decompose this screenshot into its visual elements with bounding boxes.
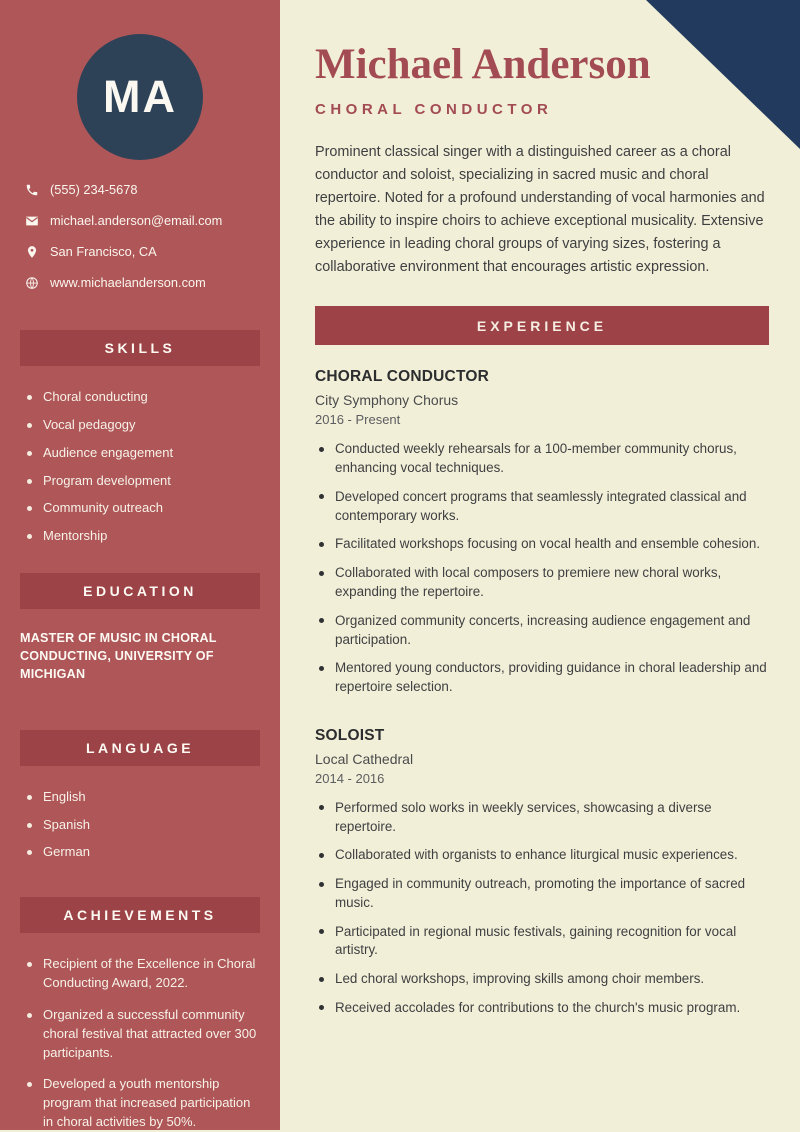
skills-list bbox=[26, 388, 260, 546]
person-job-title: CHORAL CONDUCTOR bbox=[315, 101, 553, 119]
location-icon bbox=[25, 245, 39, 259]
experience-bullet: Participated in regional music festivals, gaining recognition for vocal artistry. bbox=[315, 923, 769, 961]
contact-email bbox=[25, 213, 262, 228]
skill-item: Audience engagement bbox=[26, 444, 260, 463]
language-item: German bbox=[26, 843, 260, 862]
skill-item: Community outreach bbox=[26, 499, 260, 518]
experience-bullet: Collaborated with organists to enhance liturgical music experiences. bbox=[315, 846, 769, 865]
skill-item: Mentorship bbox=[26, 527, 260, 546]
achievements-section-header bbox=[20, 897, 260, 933]
sidebar bbox=[0, 0, 280, 1130]
person-name: Michael Anderson bbox=[315, 41, 651, 88]
skill-item: Program development bbox=[26, 472, 260, 491]
achievements-title: ACHIEVEMENTS bbox=[63, 907, 217, 924]
experience-banner-title: EXPERIENCE bbox=[476, 317, 608, 334]
website-url: www.michaelanderson.com bbox=[50, 275, 206, 290]
job-dates: 2016 - Present bbox=[315, 412, 401, 428]
skills-section-header bbox=[20, 330, 260, 366]
experience-bullet: Conducted weekly rehearsals for a 100-member community chorus, enhancing vocal techniques. bbox=[315, 440, 769, 478]
corner-triangle-decoration bbox=[646, 0, 800, 149]
phone-icon bbox=[25, 183, 39, 197]
experience-entry-choral-conductor bbox=[315, 368, 769, 696]
job-organization: City Symphony Chorus bbox=[315, 392, 459, 409]
email-icon bbox=[25, 214, 39, 228]
language-item: English bbox=[26, 788, 260, 807]
skill-item: Vocal pedagogy bbox=[26, 416, 260, 435]
language-section-header bbox=[20, 730, 260, 766]
contact-section bbox=[25, 182, 262, 290]
experience-bullet: Organized community concerts, increasing audience engagement and participation. bbox=[315, 612, 769, 650]
avatar bbox=[77, 34, 203, 160]
avatar-initials: MA bbox=[103, 71, 177, 122]
achievement-item: Developed a youth mentorship program that increased participation in choral activities by 50%. bbox=[26, 1075, 260, 1132]
job-dates: 2014 - 2016 bbox=[315, 770, 385, 786]
education-section-header bbox=[20, 573, 260, 609]
job-role: CHORAL CONDUCTOR bbox=[315, 368, 489, 386]
language-item: Spanish bbox=[26, 816, 260, 835]
experience-bullet: Collaborated with local composers to premiere new choral works, expanding the repertoire. bbox=[315, 564, 769, 602]
skills-title: SKILLS bbox=[104, 340, 176, 356]
experience-bullet: Received accolades for contributions to the church's music program. bbox=[315, 999, 769, 1018]
contact-phone bbox=[25, 182, 262, 197]
contact-location bbox=[25, 244, 262, 259]
main-content bbox=[280, 0, 800, 1130]
experience-bullet: Developed concert programs that seamlessly integrated classical and contemporary works. bbox=[315, 488, 769, 526]
profile-summary: Prominent classical singer with a distinguished career as a choral conductor and soloist, specializing in sacred music and choral repertoire. Noted for a profound understanding of vocal harmonies and the ability to inspire choirs to achieve exceptional musicality. Extensive experience in leading choral groups of varying sizes, fostering a collaborative environment that encourages artistic expression. bbox=[315, 144, 765, 276]
experience-bullet: Performed solo works in weekly services, showcasing a diverse repertoire. bbox=[315, 799, 769, 837]
email-address: michael.anderson@email.com bbox=[50, 213, 223, 228]
location-text: San Francisco, CA bbox=[50, 244, 157, 259]
job-organization: Local Cathedral bbox=[315, 750, 414, 767]
experience-entry-soloist bbox=[315, 727, 769, 1018]
achievement-item: Recipient of the Excellence in Choral Conducting Award, 2022. bbox=[26, 955, 260, 993]
achievements-list bbox=[26, 955, 260, 1132]
skill-item: Choral conducting bbox=[26, 388, 260, 407]
experience-bullet: Facilitated workshops focusing on vocal health and ensemble cohesion. bbox=[315, 535, 769, 554]
experience-bullet: Engaged in community outreach, promoting the importance of sacred music. bbox=[315, 875, 769, 913]
language-title: LANGUAGE bbox=[85, 739, 195, 756]
globe-icon bbox=[25, 276, 39, 290]
education-degree: MASTER OF MUSIC IN CHORAL CONDUCTING, UNIVERSITY OF MICHIGAN bbox=[20, 631, 217, 681]
contact-website bbox=[25, 275, 262, 290]
job-role: SOLOIST bbox=[315, 726, 385, 744]
experience-bullet: Led choral workshops, improving skills among choir members. bbox=[315, 970, 769, 989]
education-title: EDUCATION bbox=[83, 583, 197, 600]
experience-bullet: Mentored young conductors, providing guidance in choral leadership and repertoire selection. bbox=[315, 659, 769, 697]
job-bullet-list bbox=[315, 440, 769, 696]
language-list bbox=[26, 788, 260, 863]
experience-section-banner bbox=[315, 306, 769, 345]
achievement-item: Organized a successful community choral festival that attracted over 300 participants. bbox=[26, 1006, 260, 1063]
job-bullet-list bbox=[315, 799, 769, 1018]
phone-number: (555) 234-5678 bbox=[50, 182, 138, 197]
